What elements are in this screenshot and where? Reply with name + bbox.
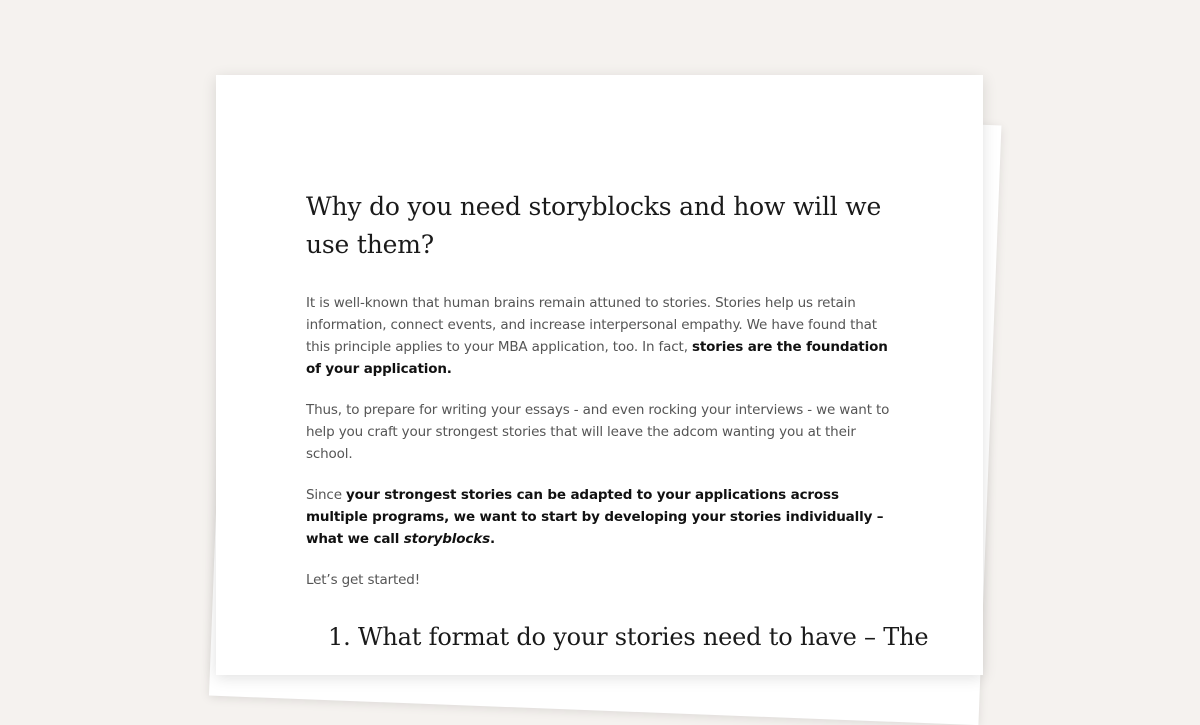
preparation-paragraph: Thus, to prepare for writing your essays - and even rocking your interviews - we want to help you craft your strongest stories that will leave the adcom wanting you at their school. [306, 402, 890, 462]
get-started-paragraph: Let’s get started! [306, 572, 420, 588]
storyblocks-paragraph-lead: Since [306, 487, 346, 503]
storyblocks-paragraph-tail: . [489, 531, 495, 547]
intro-paragraph-emphasis: stories are the foundation of your application. [306, 339, 888, 377]
section-1-title: What format do your stories need to have – The [357, 623, 929, 651]
document-content [306, 188, 929, 653]
document-page [216, 75, 983, 675]
intro-paragraph [306, 292, 891, 380]
storyblocks-paragraph [306, 484, 891, 550]
storyblocks-paragraph-emphasis [306, 487, 883, 547]
storyblocks-term: storyblocks [403, 531, 490, 547]
storyblocks-paragraph-bold: your strongest stories can be adapted to your applications across multiple programs, we want to start by developing your stories individually – what we call [306, 487, 884, 547]
intro-paragraph-text: It is well-known that human brains remain attuned to stories. Stories help us retain information, connect events, and increase interpersonal empathy. We have found that this principle applies to your MBA application, too. In fact, [306, 295, 877, 355]
section-1-heading [328, 621, 929, 653]
section-1-number: 1. [328, 623, 351, 651]
document-title: Why do you need storyblocks and how will we use them? [306, 192, 882, 259]
